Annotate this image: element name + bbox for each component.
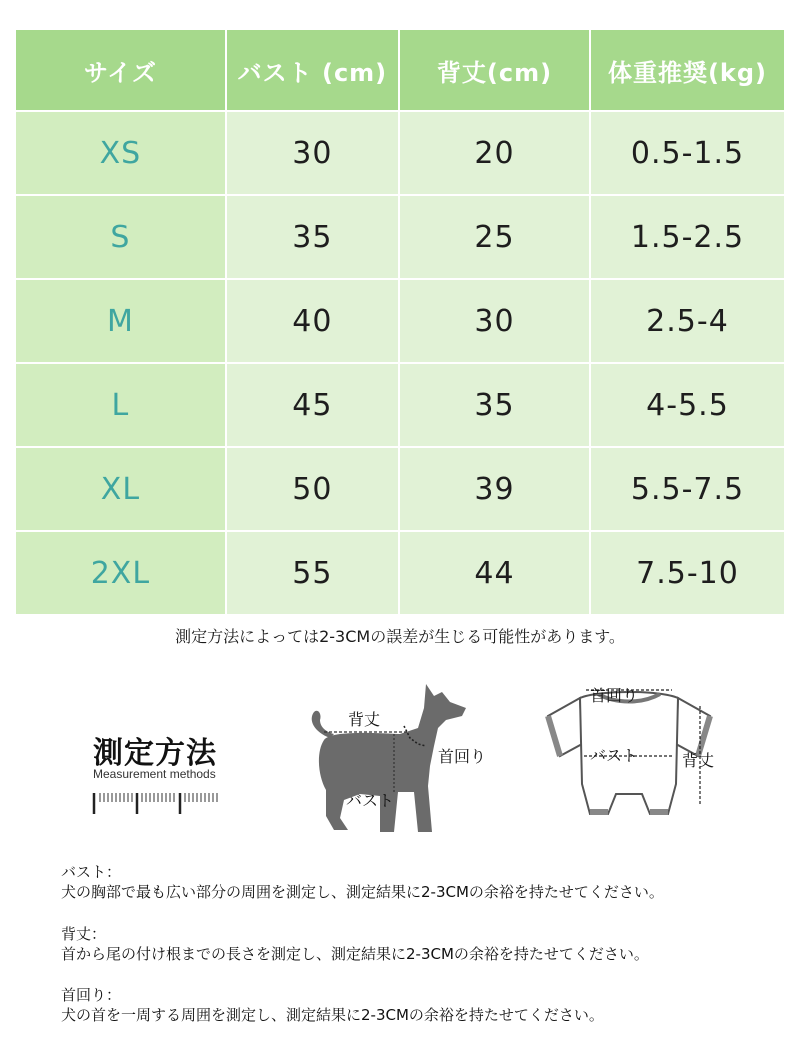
description-back <box>61 924 649 964</box>
header-weight: 体重推奨(kg) <box>591 30 784 110</box>
bust-cell: 40 <box>227 280 398 362</box>
table-row <box>16 364 784 446</box>
bust-cell: 35 <box>227 196 398 278</box>
weight-cell: 4-5.5 <box>591 364 784 446</box>
measurement-error-note: 測定方法によっては2-3CMの誤差が生じる可能性があります。 <box>175 627 625 646</box>
shirt-label-back: 背丈 <box>682 751 715 770</box>
dog-measurement-diagram <box>300 680 500 850</box>
size-cell: S <box>16 196 225 278</box>
back-cell: 39 <box>400 448 589 530</box>
dog-label-back: 背丈 <box>348 710 381 729</box>
description-bust <box>61 862 664 902</box>
shirt-label-bust: バスト <box>590 746 639 765</box>
weight-cell: 1.5-2.5 <box>591 196 784 278</box>
table-row <box>16 196 784 278</box>
size-chart-table <box>14 28 786 616</box>
table-row <box>16 532 784 614</box>
weight-cell: 5.5-7.5 <box>591 448 784 530</box>
size-cell: XS <box>16 112 225 194</box>
dog-label-neck: 首回り <box>438 747 487 766</box>
weight-cell: 7.5-10 <box>591 532 784 614</box>
description-back-text: 首から尾の付け根までの長さを測定し、測定結果に2-3CMの余裕を持たせてください。 <box>61 945 649 963</box>
description-neck <box>61 985 604 1025</box>
back-cell: 30 <box>400 280 589 362</box>
dog-label-bust: バスト <box>346 791 395 810</box>
shirt-label-neck: 首回り <box>590 686 639 705</box>
back-cell: 44 <box>400 532 589 614</box>
bust-cell: 30 <box>227 112 398 194</box>
header-back: 背丈(cm) <box>400 30 589 110</box>
table-header-row <box>16 30 784 110</box>
method-subtitle: Measurement methods <box>93 767 216 781</box>
back-cell: 35 <box>400 364 589 446</box>
bust-cell: 55 <box>227 532 398 614</box>
weight-cell: 2.5-4 <box>591 280 784 362</box>
description-neck-heading: 首回り： <box>61 986 122 1004</box>
back-cell: 25 <box>400 196 589 278</box>
weight-cell: 0.5-1.5 <box>591 112 784 194</box>
description-neck-text: 犬の首を一周する周囲を測定し、測定結果に2-3CMの余裕を持たせてください。 <box>61 1006 604 1024</box>
ruler-icon <box>92 790 220 816</box>
bust-cell: 50 <box>227 448 398 530</box>
size-cell: XL <box>16 448 225 530</box>
shirt-measurement-diagram <box>538 676 728 846</box>
description-back-heading: 背丈： <box>61 925 107 943</box>
table-row <box>16 448 784 530</box>
size-cell: L <box>16 364 225 446</box>
header-size: サイズ <box>16 30 225 110</box>
table-row <box>16 112 784 194</box>
size-cell: M <box>16 280 225 362</box>
back-cell: 20 <box>400 112 589 194</box>
table-row <box>16 280 784 362</box>
method-title: 測定方法 <box>93 736 217 771</box>
description-bust-heading: バスト： <box>61 863 122 881</box>
header-bust: バスト (cm) <box>227 30 398 110</box>
description-bust-text: 犬の胸部で最も広い部分の周囲を測定し、測定結果に2-3CMの余裕を持たせてください。 <box>61 883 664 901</box>
size-cell: 2XL <box>16 532 225 614</box>
bust-cell: 45 <box>227 364 398 446</box>
